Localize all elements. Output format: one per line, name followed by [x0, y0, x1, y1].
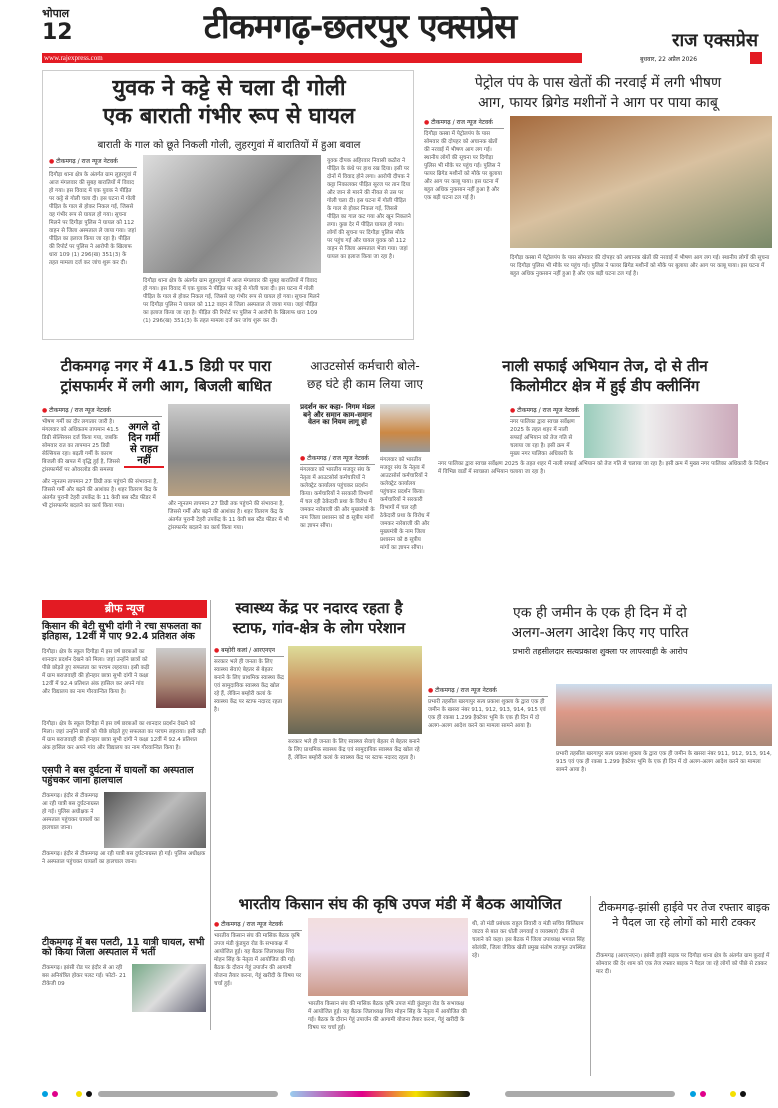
- column-divider-2: [590, 896, 591, 1076]
- article-farmers-meeting: [214, 896, 586, 1076]
- article-text-2: और न्यूनतम तापमान 27 डिग्री तक पहुंचने की संभावना है, जिससे गर्मी और बढ़ने की आशंका है। शहर वितरण केंद्र के अंतर्गत पुरानी टेहरी उपकेंद्र के 11 केवी बस स्टैंड फीडर में भी ट्रांसफार्मर बदलने का कार्य किया गया।: [42, 479, 159, 509]
- headline-line-1: स्वास्थ्य केंद्र पर नदारद रहता है: [235, 599, 403, 617]
- brief-news-banner: ब्रीफ न्यूज: [42, 600, 207, 618]
- brief-headline-3: टीकमगढ़ में बस पलटी, 11 यात्री घायल, सभी को किया जिला अस्पताल में भर्ती: [42, 937, 205, 959]
- masthead-bar: [42, 53, 582, 63]
- photo-student: [156, 648, 206, 708]
- photo-hospital: [104, 792, 206, 848]
- brief-headline-2: एसपी ने बस दुर्घटना में घायलों का अस्पताल पहुंचकर जाना हालचाल: [42, 765, 194, 787]
- byline: ● टीकमगढ़ / राज न्यूज नेटवर्क: [300, 454, 375, 465]
- article-text-2: प्रभारी तहसील खरगापुर सत्य प्रकाश शुक्ला के द्वारा एक ही जमीन के खसरा नंबर 911, 912, 913, 914, 915 एवं एक ही रकबा 1.299 हैक्टेयर भूमि के एक ही दिन में दो अलग-अलग आदेश करने का मामला सामने आया है।: [556, 751, 772, 773]
- article-text-3: युवक दीपक अहिरवार निवासी कठौरा ने पीड़ित के कंधे पर हाथ रख दिया। इसी पर दोनों में विवाद होने लगा। आरोपी दीपक ने कट्टा निकालकर पीड़ित सूरज पर तान दिया और जान से मारने की नीयत से उस पर गोली चला दी। इस घटना में गोली पीड़ित के गाल से होकर निकल गई, जिससे पीड़ित का गाल कट गया और खून निकलने लगा। कुछ देर में पीड़ित घायल हो गया। लोगों की सूचना पर दिगौड़ा पुलिस मौके पर पहुंच गई और घायल युवक को 112 वाहन से जिला अस्पताल भेजा गया। जहां घायल का इलाज किया जा रहा है।: [327, 158, 411, 260]
- article-text-2: नगर पालिका द्वारा स्वच्छ सर्वेक्षण 2025 के तहत शहर में नाली सफाई अभियान को तेज गति से चलाया जा रहा है। इसी क्रम में मुख्य नगर पालिका अधिकारी के: [510, 419, 575, 457]
- byline: ● टीकमगढ़ / राज न्यूज नेटवर्क: [510, 406, 580, 417]
- article-text-2: मंगलवार को भारतीय मजदूर संघ के नेतृत्व में आउटसोर्स कर्मचारियों ने कलेक्ट्रेट कार्यालय पहुंचकर प्रदर्शन किया। कर्मचारियों ने सरकारी विभागों में चल रही ठेकेदारी प्रथा के विरोध में जमकर नारेबाजी की और मुख्यमंत्री के नाम जिला प्रशासन को 8 सूत्रीय मांगों का ज्ञापन सौंपा।: [380, 457, 430, 551]
- color-strip: [290, 1091, 470, 1097]
- registration-bar-2: [505, 1091, 675, 1097]
- registration-mark-yellow-2: [730, 1091, 736, 1097]
- article-text-3: और न्यूनतम तापमान 27 डिग्री तक पहुंचने की संभावना है, जिससे गर्मी और बढ़ने की आशंका है। शहर वितरण केंद्र के अंतर्गत पुरानी टेहरी उपकेंद्र के 11 केवी बस स्टैंड फीडर में भी ट्रांसफार्मर बदलने का कार्य किया गया।: [168, 501, 289, 531]
- article-text-2: सरकार भले ही जनता के लिए स्वास्थ्य सेवाएं बेहतर से बेहतर बनाने के लिए प्राथमिक स्वास्थ्य केंद्र एवं सामुदायिक स्वास्थ्य केंद्र खोल रहे हैं, लेकिन बम्होरी कलां के स्वास्थ्य केंद्र पर स्टाफ नदारद रहता है।: [288, 739, 420, 761]
- article-highway-accident: [596, 896, 772, 1076]
- brief-news-column: [42, 620, 207, 1030]
- photo-tehsil-office: [556, 684, 772, 746]
- article-text: भीषण गर्मी का दौर लगातार जारी है। मंगलवार को अधिकतम तापमान 41.5 डिग्री सेल्सियस दर्ज किया गया, जबकि सोमवार रात का तापमान 25 डिग्री सेल्सियस रहा। बढ़ती गर्मी के कारण बिजली की खपत में वृद्धि हुई है, जिससे ट्रांसफार्मरों पर ओवरलोड की समस्या: [42, 419, 120, 473]
- headline-line-2: आग, फायर ब्रिगेड मशीनों ने आग पर पाया काबू: [478, 95, 718, 111]
- brief-headline-1: किसान की बेटी सुभी दांगी ने रचा सफलता का इतिहास, 12वीं में पाए 92.4 प्रतिशत अंक: [42, 621, 202, 643]
- photo-fire-truck: [510, 116, 772, 248]
- article-drain-cleaning: [438, 358, 772, 588]
- brief-text-3: टीकमगढ़। झांसी रोड पर इंदौर से आ रही बस अनियंत्रित होकर पलट गई। फोटो- 21 टीकेजी 09: [42, 965, 126, 987]
- registration-mark-cyan-2: [690, 1091, 696, 1097]
- article-text: टीकमगढ़ (आरएनएन)। झांसी हाईवे सड़क पर दिगौड़ा थाना क्षेत्र के अंतर्गत ग्राम कुराई में सोमवार की देर शाम को एक तेज रफ्तार बाइक ने पैदल जा रहे लोगों को पीछे से टक्कर मार दी।: [596, 953, 770, 975]
- headline-line-1: युवक ने कट्टे से चला दी गोली: [112, 76, 346, 101]
- newspaper-logo: राज एक्सप्रेस: [672, 30, 758, 51]
- byline: ● टीकमगढ़ / राज न्यूज नेटवर्क: [214, 920, 302, 931]
- article-lead: [42, 70, 414, 340]
- registration-mark-cyan: [42, 1091, 48, 1097]
- headline-line-2: एक बाराती गंभीर रूप से घायल: [103, 104, 355, 129]
- subheadline: प्रभारी तहसीलदार सत्यप्रकाश शुक्ला पर लापरवाही के आरोप: [512, 647, 688, 656]
- masthead-square: [750, 52, 762, 64]
- article-temperature: [42, 358, 290, 588]
- photo-health-centre: [288, 646, 422, 734]
- headline-line-2: ट्रांसफार्मर में लगी आग, बिजली बाधित: [60, 377, 272, 395]
- byline: ● टीकमगढ़ / राज न्यूज नेटवर्क: [49, 157, 137, 168]
- article-land-order: [428, 600, 772, 890]
- registration-bar: [98, 1091, 278, 1097]
- byline: ● टीकमगढ़ / राज न्यूज नेटवर्क: [428, 686, 548, 697]
- headline-line-2: अलग-अलग आदेश किए गए पारित: [511, 625, 689, 641]
- edition-date: बुधवार, 22 अप्रैल 2026: [640, 56, 698, 63]
- column-divider: [210, 600, 211, 1030]
- brief-text-1b: दिगौड़ा। क्षेत्र के स्कूल दिगौड़ा में इस वर्ष छात्राओं का शानदार प्रदर्शन देखने को मिला। जहां उन्होंने छात्रों को पीछे छोड़ते हुए सफलता का परचम लहराया। इसी कड़ी में ग्राम बराजवाही की होनहार छात्रा सुभी दांगी ने कक्षा 12वीं में 92.4 प्रतिशत अंक हासिल कर अपने गांव और विद्यालय का नाम गौरवान्वित किया है।: [42, 721, 206, 751]
- edition-city: भोपाल: [42, 7, 70, 20]
- article-health-centre: [214, 600, 424, 890]
- brief-text-2: टीकमगढ़। इंदौर से टीकमगढ़ आ रही यात्री बस दुर्घटनाग्रस्त हो गई। पुलिस अधीक्षक ने अस्पताल पहुंचकर घायलों का हालचाल जाना।: [42, 793, 100, 831]
- article-outsource: [300, 358, 430, 588]
- masthead: [0, 0, 778, 62]
- headline-line-1: पेट्रोल पंप के पास खेतों की नरवाई में लगी भीषण: [474, 75, 722, 91]
- article-text: नगर पालिका द्वारा स्वच्छ सर्वेक्षण 2025 के तहत शहर में नाली सफाई अभियान को तेज गति से चलाया जा रहा है। इसी क्रम में मुख्य नगर पालिका अधिकारी के निर्देशन में विभिन्न वार्डों में स्वच्छता अभियान चलाया जा रहा है।: [438, 461, 769, 475]
- registration-mark-magenta: [52, 1091, 58, 1097]
- article-text: भारतीय किसान संघ की मासिक बैठक कृषि उपज मंडी कुंडपुरा रोड के सभाकक्ष में आयोजित हुई। यह बैठक जिलाध्यक्ष शिव मोहन सिंह के नेतृत्व में आयोजित की गई। बैठक के दौरान गेहूं उपार्जन की आगामी योजना तैयार करना, गेहूं खरीदी के विषय पर चर्चा हुई।: [214, 933, 302, 987]
- brief-text-2b: टीकमगढ़। इंदौर से टीकमगढ़ आ रही यात्री बस दुर्घटनाग्रस्त हो गई। पुलिस अधीक्षक ने अस्पताल पहुंचकर घायलों का हालचाल जाना।: [42, 851, 206, 865]
- byline: ● टीकमगढ़ / राज न्यूज नेटवर्क: [42, 406, 162, 417]
- photo-workers: [584, 404, 738, 458]
- headline-line-1: आउटसोर्स कर्मचारी बोले-: [310, 359, 420, 373]
- article-text: दिगौड़ा थाना क्षेत्र के अंतर्गत ग्राम लुहरगुवां में आज मंगलवार की सुबह बारातियों में विवाद हो गया। इस विवाद में एक युवक ने पीड़ित पर कट्टे से गोली चला दी। इस घटना में गोली पीड़ित के गाल से होकर निकल गई, जिससे वह गंभीर रूप से घायल हो गया। सूचना मिलने पर दिगौड़ा पुलिस ने घायल को 112 वाहन से जिला अस्पताल ले जाया गया। जहां पीड़ित का इलाज किया जा रहा है। पीड़ित की रिपोर्ट पर पुलिस ने आरोपी के खिलाफ धारा 109 (1) 296(ख) 351(3) के तहत मामला दर्ज कर जांच शुरू कर दी।: [49, 172, 137, 266]
- article-text-2: दिगौड़ा कस्बा में पेट्रोलपंप के पास सोमवार की दोपहर को अचानक खेतों की नरवाई में भीषण आग लग गई। स्थानीय लोगों की सूचना पर दिगौड़ा पुलिस भी मौके पर पहुंच गई। पुलिस ने फायर ब्रिगेड मशीनों को मौके पर बुलाया और आग पर काबू पाया। इस घटना में बहुत अधिक नुकसान नहीं हुआ है और एक बड़ी घटना टल गई है।: [510, 255, 770, 277]
- registration-mark-yellow: [76, 1091, 82, 1097]
- article-text-2: दिगौड़ा थाना क्षेत्र के अंतर्गत ग्राम लुहरगुवां में आज मंगलवार की सुबह बारातियों में विवाद हो गया। इस विवाद में एक युवक ने पीड़ित पर कट्टे से गोली चला दी। इस घटना में गोली पीड़ित के गाल से होकर निकल गई, जिससे वह गंभीर रूप से घायल हो गया। सूचना मिलने पर दिगौड़ा पुलिस ने घायल को 112 वाहन से जिला अस्पताल ले जाया गया। जहां पीड़ित का इलाज किया जा रहा है। पीड़ित की रिपोर्ट पर पुलिस ने आरोपी के खिलाफ धारा 109 (1) 296(ख) 351(3) के तहत मामला दर्ज कर जांच शुरू कर दी।: [143, 278, 320, 324]
- website-link[interactable]: www.rajexpress.com: [44, 54, 103, 62]
- byline: ● टीकमगढ़ / राज न्यूज नेटवर्क: [424, 118, 504, 129]
- side-headline: प्रदर्शन कर कहा- निगम मंडल बने और समान काम-समान वेतन का नियम लागू हो: [300, 403, 375, 427]
- registration-mark-magenta-2: [700, 1091, 706, 1097]
- headline-line-1: नाली सफाई अभियान तेज, दो से तीन: [502, 357, 708, 375]
- brief-text-1: दिगौड़ा। क्षेत्र के स्कूल दिगौड़ा में इस वर्ष छात्राओं का शानदार प्रदर्शन देखने को मिला। जहां उन्होंने छात्रों को पीछे छोड़ते हुए सफलता का परचम लहराया। इसी कड़ी में ग्राम बराजवाही की होनहार छात्रा सुभी दांगी ने कक्षा 12वीं में 92.4 प्रतिशत अंक हासिल कर अपने गांव और विद्यालय का नाम गौरवान्वित किया है।: [42, 649, 150, 695]
- article-text: मंगलवार को भारतीय मजदूर संघ के नेतृत्व में आउटसोर्स कर्मचारियों ने कलेक्ट्रेट कार्यालय पहुंचकर प्रदर्शन किया। कर्मचारियों ने सरकारी विभागों में चल रही ठेकेदारी प्रथा के विरोध में जमकर नारेबाजी की और मुख्यमंत्री के नाम जिला प्रशासन को 8 सूत्रीय मांगों का ज्ञापन सौंपा।: [300, 467, 375, 529]
- headline-line-2: स्टाफ, गांव-क्षेत्र के लोग परेशान: [232, 619, 406, 637]
- page-number: 12: [42, 20, 73, 45]
- photo-transformer-fire: [168, 404, 290, 496]
- byline: ● बम्होरी कलां / आरएनएन: [214, 646, 284, 657]
- article-text: दिगौड़ा कस्बा में पेट्रोलपंप के पास सोमवार की दोपहर को अचानक खेतों की नरवाई में भीषण आग लग गई। स्थानीय लोगों की सूचना पर दिगौड़ा पुलिस भी मौके पर पहुंच गई। पुलिस ने फायर ब्रिगेड मशीनों को मौके पर बुलाया और आग पर काबू पाया। इस घटना में बहुत अधिक नुकसान नहीं हुआ है और एक बड़ी घटना टल गई है।: [424, 131, 502, 201]
- page-title: टीकमगढ़-छतरपुर एक्सप्रेस: [203, 7, 517, 47]
- article-text-3: थी, तो मंडी प्रबंधक राहुल तिवारी व मंडी सचिव बिलिग्राम जाटव से बात कर धोती लगवाई व व्यवस्थाएं ठीक से चलाने को कहा। इस बैठक में जिला उपाध्यक्ष भगवत सिंह सोलंकी, जिला जैविक खेती प्रमुख संतोष राजपूत उपस्थित रहे।: [472, 921, 586, 959]
- headline-line-2: छह घंटे ही काम लिया जाए: [307, 377, 423, 391]
- headline-line-1: टीकमगढ़ नगर में 41.5 डिग्री पर पारा: [60, 357, 272, 375]
- headline-line-2: किलोमीटर क्षेत्र में हुई डीप क्लीनिंग: [510, 377, 700, 395]
- registration-mark-black: [86, 1091, 92, 1097]
- photo-protest: [380, 404, 430, 452]
- headline: भारतीय किसान संघ की कृषि उपज मंडी में बैठक आयोजित: [238, 895, 562, 913]
- article-text: सरकार भले ही जनता के लिए स्वास्थ्य सेवाएं बेहतर से बेहतर बनाने के लिए प्राथमिक स्वास्थ्य केंद्र एवं सामुदायिक स्वास्थ्य केंद्र खोल रहे हैं, लेकिन बम्होरी कलां के स्वास्थ्य केंद्र पर स्टाफ नदारद रहता है।: [214, 659, 284, 713]
- article-fire: [424, 70, 772, 332]
- article-text-2: भारतीय किसान संघ की मासिक बैठक कृषि उपज मंडी कुंडपुरा रोड के सभाकक्ष में आयोजित हुई। यह बैठक जिलाध्यक्ष शिव मोहन सिंह के नेतृत्व में आयोजित की गई। बैठक के दौरान गेहूं उपार्जन की आगामी योजना तैयार करना, गेहूं खरीदी के विषय पर चर्चा हुई।: [308, 1001, 467, 1031]
- registration-mark-black-2: [740, 1091, 746, 1097]
- article-text: प्रभारी तहसील खरगापुर सत्य प्रकाश शुक्ला के द्वारा एक ही जमीन के खसरा नंबर 911, 912, 913, 914, 915 एवं एक ही रकबा 1.299 हैक्टेयर भूमि के एक ही दिन में दो अलग-अलग आदेश करने का मामला सामने आया है।: [428, 699, 546, 729]
- headline: टीकमगढ़-झांसी हाईवे पर तेज रफ्तार बाइक ने पैदल जा रहे लोगों को मारी टक्कर: [598, 901, 770, 929]
- photo-meeting: [308, 918, 468, 996]
- side-headline: अगले दो दिन गर्मी से राहत नहीं: [124, 422, 164, 468]
- headline-line-1: एक ही जमीन के एक ही दिन में दो: [513, 605, 687, 621]
- photo-bus: [132, 964, 206, 1012]
- photo-injured-man: [143, 155, 321, 273]
- subheadline: बाराती के गाल को छूते निकली गोली, लुहरगुवां में बारातियों में हुआ बवाल: [97, 140, 361, 151]
